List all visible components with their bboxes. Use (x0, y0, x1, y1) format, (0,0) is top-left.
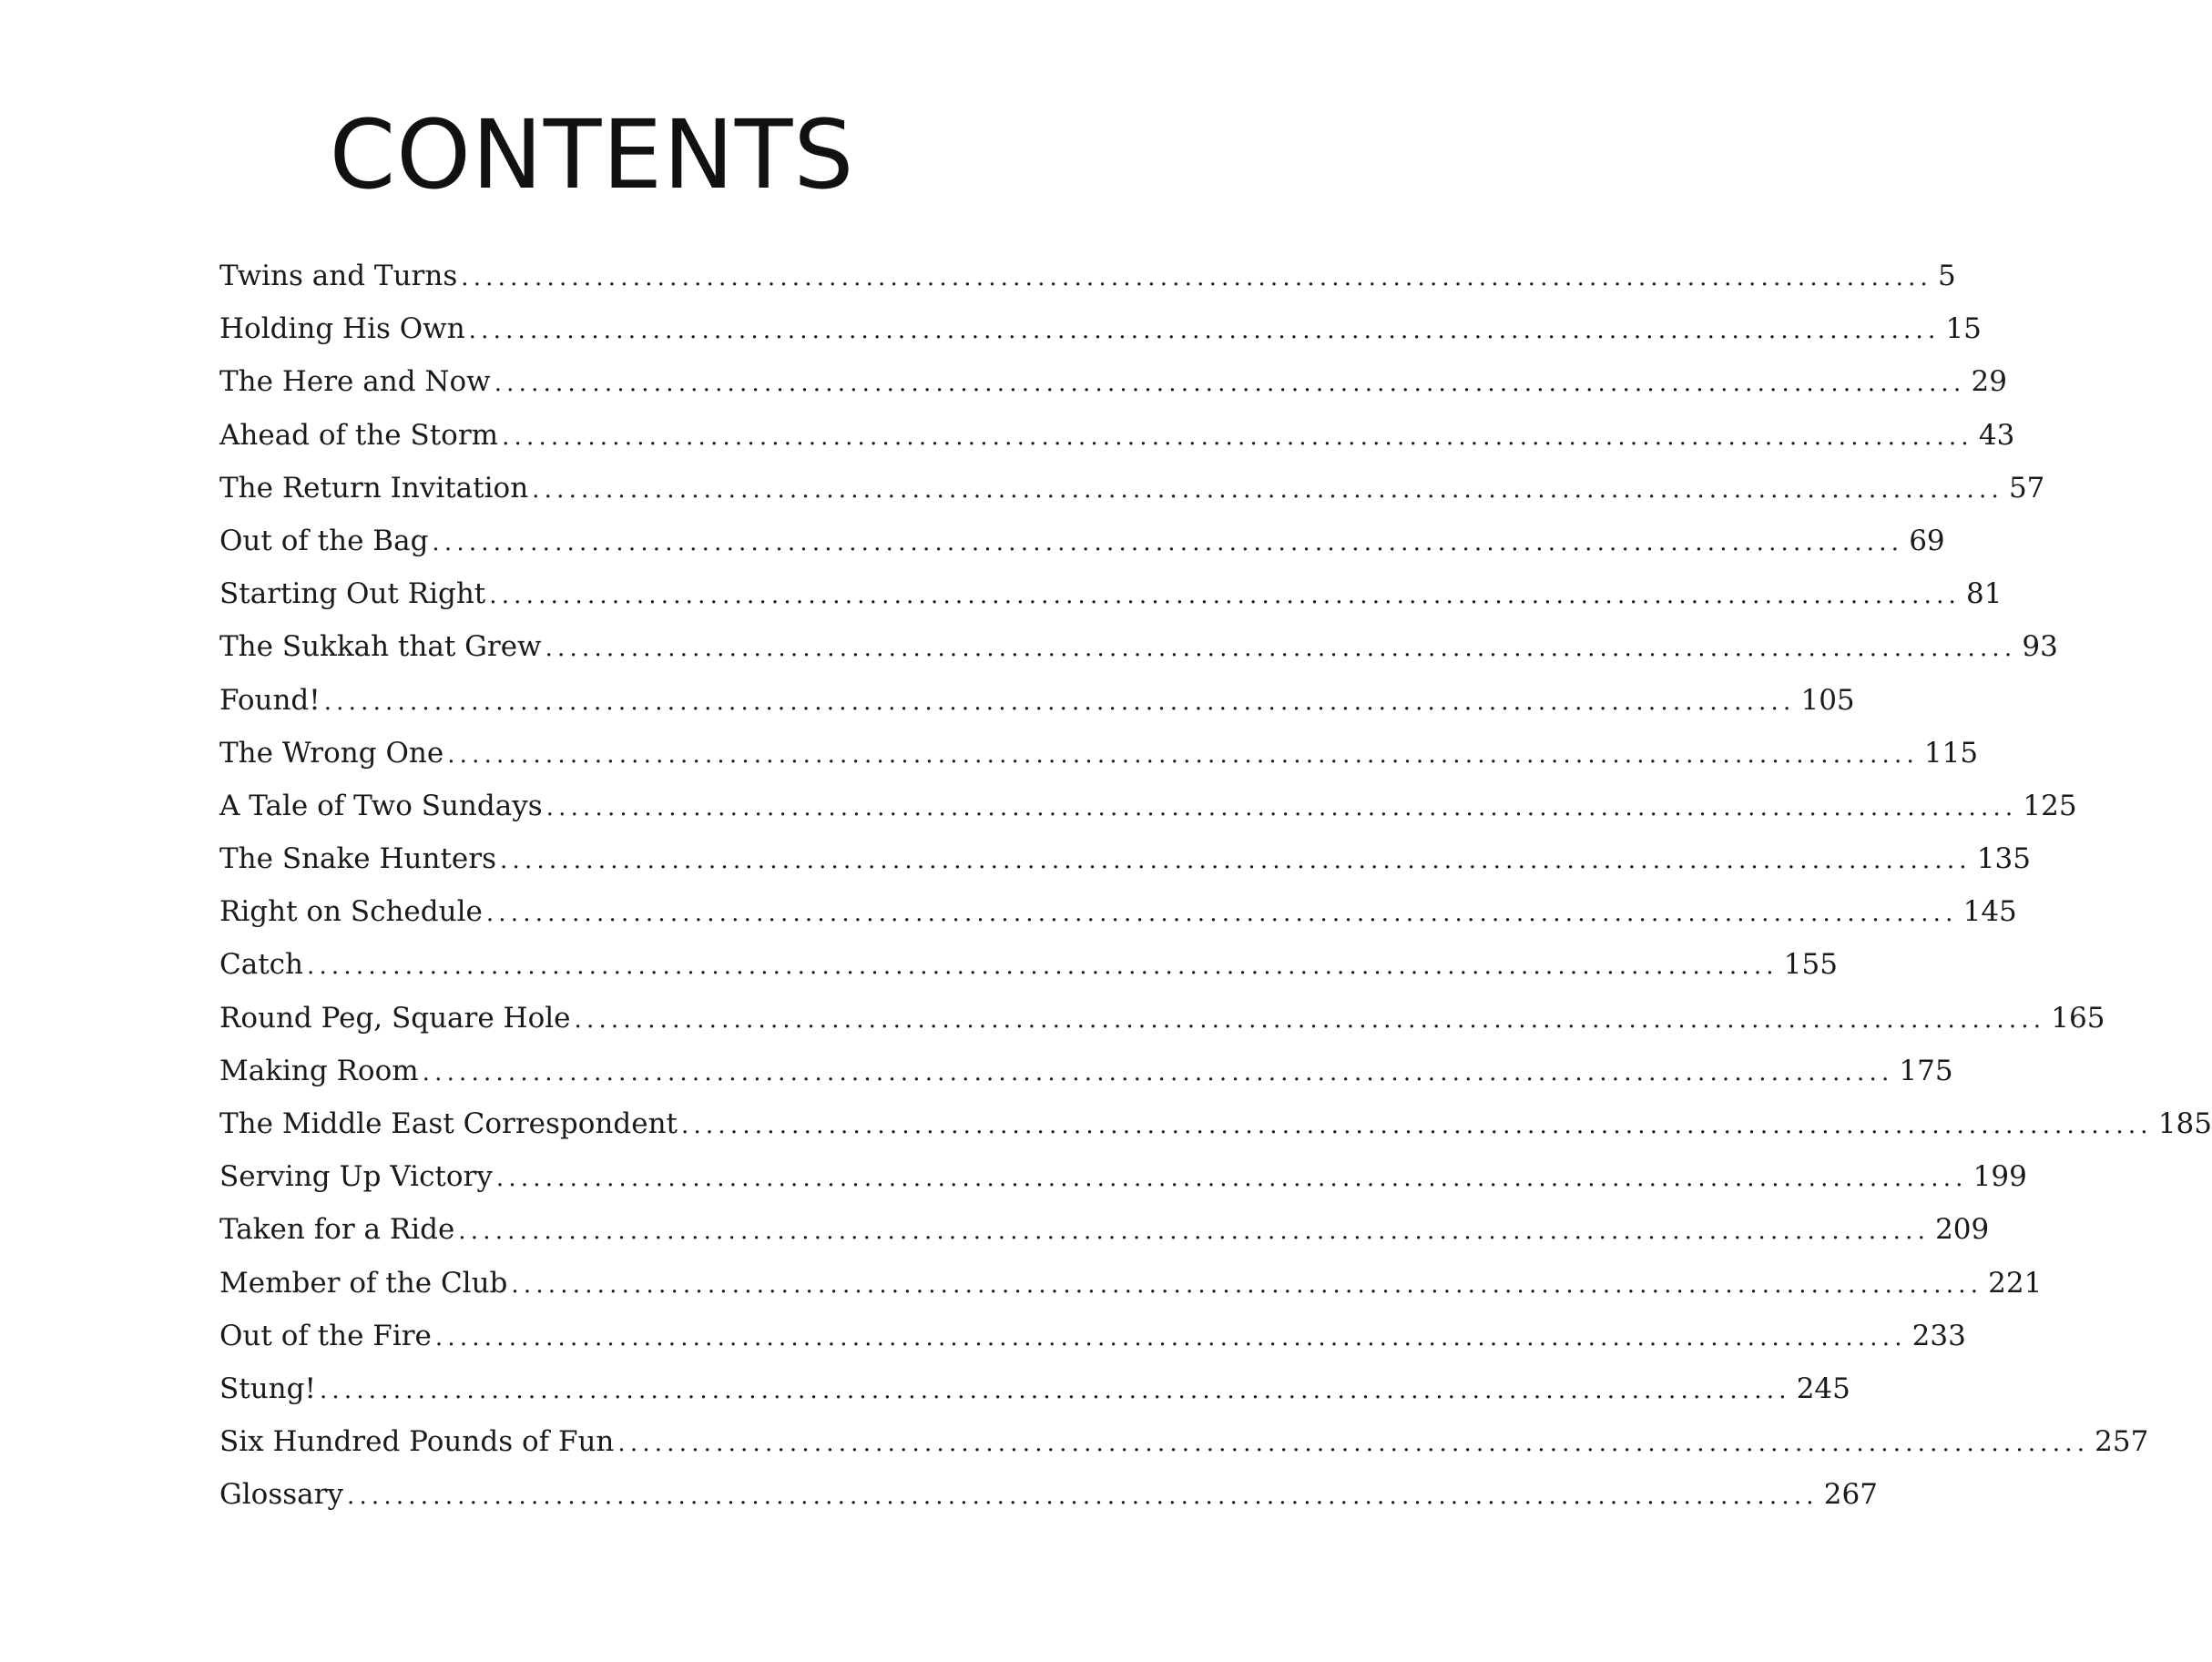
toc-entry-page-number: 69 (1909, 524, 1945, 557)
toc-entry-title: The Here and Now (219, 365, 491, 399)
toc-entry-title: The Return Invitation (219, 471, 529, 505)
toc-entry-title: The Wrong One (219, 736, 444, 770)
toc-dot-leader: ........................................................................................................................ (307, 953, 1779, 981)
toc-entry[interactable] (219, 471, 2045, 527)
toc-dot-leader: ........................................................................................................................ (574, 1005, 2046, 1034)
toc-dot-leader: ........................................................................................................................ (485, 900, 1958, 928)
toc-entry-title: A Tale of Two Sundays (219, 789, 543, 822)
toc-entry[interactable] (219, 1213, 1990, 1269)
toc-entry[interactable] (219, 1371, 1850, 1428)
toc-entry-page-number: 221 (1988, 1266, 2043, 1300)
toc-dot-leader: ........................................................................................................................ (532, 475, 2003, 504)
toc-dot-leader: ........................................................................................................................ (500, 847, 1972, 875)
toc-entry-title: The Sukkah that Grew (219, 630, 542, 664)
toc-entry-page-number: 165 (2051, 1001, 2105, 1035)
toc-entry-page-number: 145 (1962, 895, 2017, 929)
toc-entry[interactable] (219, 1160, 2027, 1216)
toc-entry[interactable] (219, 1001, 2105, 1057)
toc-entry[interactable] (219, 842, 2031, 898)
toc-entry[interactable] (219, 577, 2003, 633)
toc-entry-page-number: 245 (1796, 1371, 1850, 1405)
toc-entry-title: The Middle East Correspondent (219, 1107, 678, 1140)
toc-entry-page-number: 233 (1911, 1319, 1966, 1352)
toc-entry-page-number: 267 (1823, 1478, 1878, 1512)
toc-entry-page-number: 135 (1976, 842, 2031, 876)
toc-entry-title: Right on Schedule (219, 895, 483, 929)
toc-dot-leader: ........................................................................................................................ (458, 1218, 1931, 1246)
toc-entry-page-number: 125 (2023, 789, 2077, 822)
toc-entry[interactable] (219, 789, 2077, 845)
toc-dot-leader: ........................................................................................................................ (502, 423, 1973, 451)
toc-entry-page-number: 105 (1800, 683, 1855, 717)
table-of-contents (219, 260, 2212, 1535)
toc-entry-title: Round Peg, Square Hole (219, 1001, 571, 1035)
toc-dot-leader: ........................................................................................................................ (346, 1483, 1819, 1511)
toc-dot-leader: ........................................................................................................................ (617, 1430, 2090, 1458)
toc-entry[interactable] (219, 948, 1838, 1004)
toc-dot-leader: ........................................................................................................................ (319, 1376, 1791, 1404)
toc-entry[interactable] (219, 630, 2058, 686)
toc-entry-page-number: 57 (2008, 471, 2045, 505)
toc-entry-page-number: 81 (1966, 577, 2003, 611)
toc-entry[interactable] (219, 1319, 1966, 1375)
toc-entry-page-number: 185 (2157, 1107, 2212, 1140)
toc-entry-page-number: 199 (1972, 1160, 2027, 1194)
toc-entry-title: Serving Up Victory (219, 1160, 493, 1194)
toc-entry-page-number: 93 (2022, 630, 2058, 664)
toc-entry-title: Found! (219, 683, 321, 717)
toc-entry[interactable] (219, 1266, 2043, 1322)
toc-dot-leader: ........................................................................................................................ (494, 370, 1966, 398)
toc-entry-page-number: 175 (1899, 1054, 1953, 1087)
toc-entry-page-number: 257 (2095, 1425, 2149, 1459)
toc-dot-leader: ........................................................................................................................ (495, 1165, 1968, 1193)
toc-dot-leader: ........................................................................................................................ (422, 1058, 1894, 1086)
toc-dot-leader: ........................................................................................................................ (447, 740, 1919, 769)
toc-entry[interactable] (219, 683, 1855, 739)
toc-entry[interactable] (219, 1107, 2212, 1163)
toc-dot-leader: ........................................................................................................................ (545, 793, 2018, 821)
toc-dot-leader: ........................................................................................................................ (489, 582, 1962, 610)
toc-entry-title: Making Room (219, 1054, 419, 1087)
toc-entry-title: Six Hundred Pounds of Fun (219, 1425, 615, 1459)
toc-entry[interactable] (219, 1054, 1953, 1110)
toc-entry[interactable] (219, 895, 2017, 951)
toc-entry-title: Stung! (219, 1371, 316, 1405)
toc-entry[interactable] (219, 365, 2007, 421)
toc-entry-title: Member of the Club (219, 1266, 508, 1300)
toc-entry-title: Twins and Turns (219, 260, 458, 292)
toc-entry[interactable] (219, 260, 1956, 315)
toc-dot-leader: ........................................................................................................................ (461, 264, 1932, 291)
toc-entry[interactable] (219, 312, 1982, 368)
page-title: CONTENTS (329, 99, 855, 210)
toc-dot-leader: ........................................................................................................................ (545, 635, 2017, 663)
toc-dot-leader: ........................................................................................................................ (323, 688, 1796, 716)
toc-entry-page-number: 209 (1935, 1213, 1990, 1247)
toc-entry-page-number: 29 (1971, 365, 2007, 399)
toc-entry[interactable] (219, 1425, 2149, 1481)
toc-entry[interactable] (219, 418, 2015, 474)
toc-entry-page-number: 43 (1978, 418, 2015, 452)
toc-entry-title: The Snake Hunters (219, 842, 497, 876)
toc-entry[interactable] (219, 1478, 1878, 1534)
toc-entry[interactable] (219, 524, 1945, 580)
toc-dot-leader: ........................................................................................................................ (511, 1270, 1983, 1299)
toc-entry-page-number: 15 (1945, 312, 1982, 346)
toc-dot-leader: ........................................................................................................................ (434, 1323, 1907, 1351)
toc-entry-page-number: 155 (1783, 948, 1838, 982)
toc-entry-title: Glossary (219, 1478, 343, 1512)
toc-entry-title: Holding His Own (219, 312, 465, 346)
toc-entry[interactable] (219, 736, 1979, 792)
toc-entry-title: Out of the Fire (219, 1319, 432, 1352)
toc-dot-leader: ........................................................................................................................ (432, 528, 1904, 556)
toc-entry-title: Out of the Bag (219, 524, 429, 557)
toc-dot-leader: ........................................................................................................................ (468, 317, 1941, 345)
toc-entry-title: Catch (219, 948, 303, 982)
toc-entry-title: Ahead of the Storm (219, 418, 499, 452)
toc-entry-page-number: 5 (1938, 260, 1956, 292)
toc-entry-page-number: 115 (1923, 736, 1979, 770)
toc-dot-leader: ........................................................................................................................ (681, 1112, 2153, 1139)
toc-entry-title: Taken for a Ride (219, 1213, 455, 1247)
toc-entry-title: Starting Out Right (219, 577, 486, 611)
